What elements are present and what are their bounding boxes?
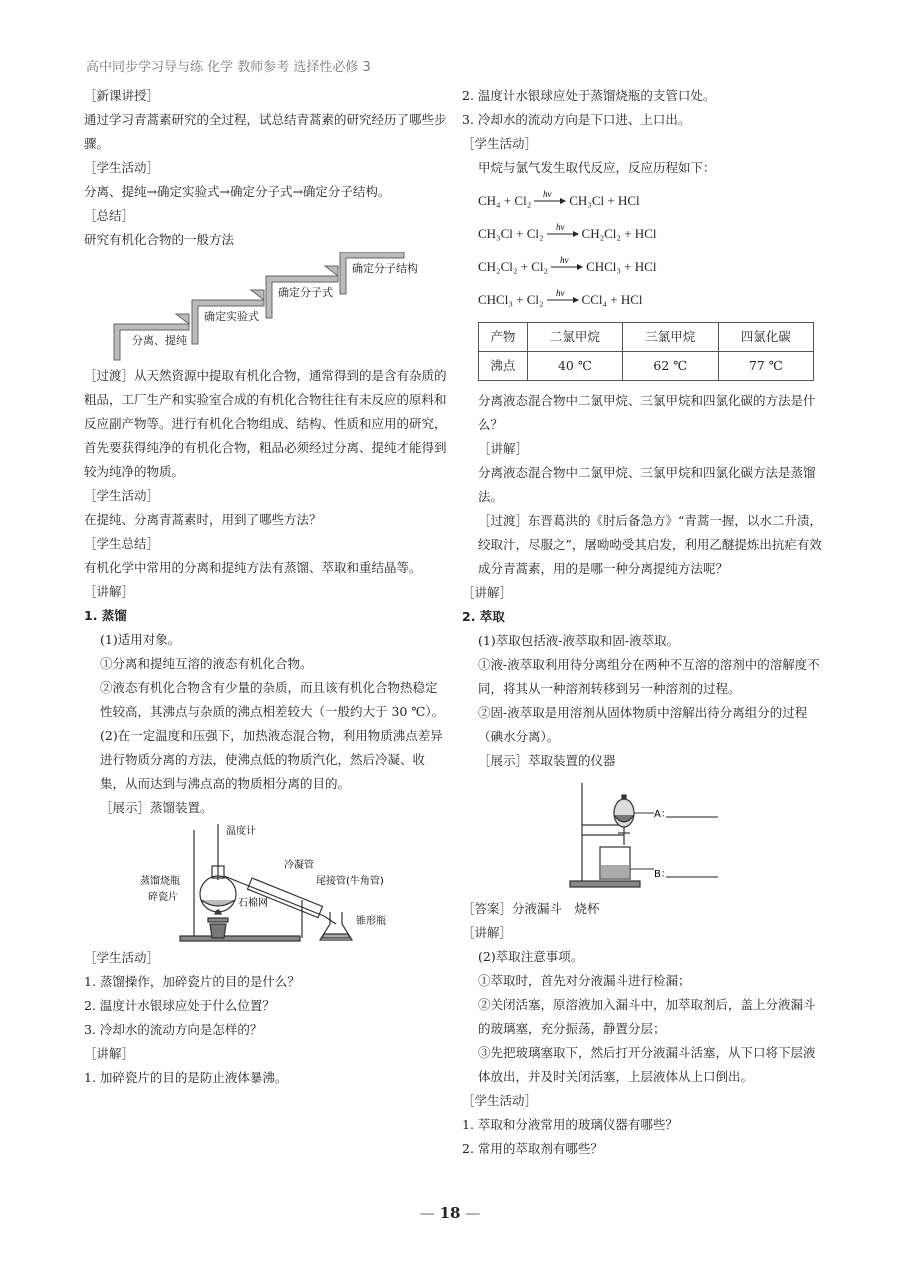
answer: 3. 冷却水的流动方向是下口进、上口出。: [462, 112, 691, 127]
paragraph: 研究有机化合物的一般方法: [84, 232, 235, 247]
answer: 分离液态混合物中二氯甲烷、三氯甲烷和四氯化碳方法是蒸馏法。: [478, 465, 816, 504]
equation: CH₃Cl + Cl₂ hν CH₂Cl₂ + HCl: [478, 221, 657, 241]
question: 3. 冷却水的流动方向是怎样的？: [84, 1022, 263, 1037]
paragraph: 在提纯、分离青蒿素时，用到了哪些方法？: [84, 512, 322, 527]
section-tag: ［新课讲授］: [84, 88, 160, 103]
right-column: [462, 84, 824, 1161]
stair-label: 确定分子结构: [352, 262, 418, 275]
section-tag: ［展示］蒸馏装置。: [100, 800, 213, 815]
left-column: [84, 84, 449, 1090]
paragraph: ［过渡］从天然资源中提取有机化合物，通常得到的是含有杂质的粗品，工厂生产和实验室合成的有机化合物往往有未反应的原料和反应副产物等。进行有机化合物组成、结构、性质和应用的研究，首先要获得纯净的有机化合物，粗品必须经过分离、提纯才能得到较为纯净的物质。: [84, 368, 447, 479]
stair-label: 确定分子式: [278, 286, 333, 299]
question: 2. 常用的萃取剂有哪些？: [462, 1141, 603, 1156]
apparatus-label: 冷凝管: [284, 860, 314, 871]
table-cell: 40 ℃: [527, 352, 622, 381]
paragraph: ①液-液萃取利用待分离组分在两种不互溶的溶剂中的溶解度不同，将其从一种溶剂转移到另一种溶剂的过程。: [478, 657, 820, 696]
distillation-apparatus-figure: [84, 820, 449, 946]
extraction-apparatus-figure: [462, 773, 824, 897]
equation: CH₂Cl₂ + Cl₂ hν CHCl₃ + HCl: [478, 254, 657, 274]
table-cell: 三氯甲烷: [623, 323, 718, 352]
svg-text:hν: hν: [555, 221, 565, 232]
apparatus-label: 尾接管(牛角管): [316, 876, 384, 887]
section-tag: ［展示］萃取装置的仪器: [478, 753, 616, 768]
section-tag: ［学生活动］: [84, 160, 160, 175]
apparatus-label: 温度计: [226, 826, 256, 837]
question: 1. 蒸馏操作，加碎瓷片的目的是什么？: [84, 974, 300, 989]
answer: 2. 温度计水银球应处于蒸馏烧瓶的支管口处。: [462, 88, 716, 103]
section-tag: ［讲解］: [84, 1046, 135, 1061]
table-cell: 77 ℃: [718, 352, 813, 381]
section-tag: ［讲解］: [462, 585, 513, 600]
page-number: — 18 —: [419, 1204, 481, 1222]
section-tag: ［学生总结］: [84, 536, 160, 551]
section-tag: ［讲解］: [84, 584, 135, 599]
section-tag: ［学生活动］: [462, 136, 538, 151]
method-stairs-diagram: [84, 252, 449, 364]
section-tag: ［学生活动］: [84, 488, 160, 503]
section-tag: ［学生活动］: [84, 950, 160, 965]
apparatus-label: 蒸馏烧瓶: [140, 876, 180, 887]
paragraph: 有机化学中常用的分离和提纯方法有蒸馏、萃取和重结晶等。: [84, 560, 422, 575]
equation: CH₄ + Cl₂ hν CH₃Cl + HCl: [478, 188, 640, 208]
table-row: [479, 352, 814, 381]
stair-label: 分离、提纯: [132, 334, 187, 347]
paragraph: ［过渡］东晋葛洪的《肘后备急方》“青蒿一握，以水二升渍，绞取汁，尽服之”，屠呦呦受其启发，利用乙醚提炼出抗疟有效成分青蒿素，用的是哪一种分离提纯方法呢？: [478, 513, 822, 576]
paragraph: 甲烷与氯气发生取代反应，反应历程如下：: [478, 160, 716, 175]
table-cell: 二氯甲烷: [527, 323, 622, 352]
paragraph: 分离、提纯→确定实验式→确定分子式→确定分子结构。: [84, 184, 391, 199]
equation: CHCl₃ + Cl₂ hν CCl₄ + HCl: [478, 287, 643, 307]
table-cell: 62 ℃: [623, 352, 718, 381]
reaction-equations: [462, 184, 824, 316]
table-row: [479, 323, 814, 352]
paragraph: (1)适用对象。: [100, 632, 181, 647]
svg-text:hν: hν: [543, 188, 552, 199]
paragraph: ①萃取时，首先对分液漏斗进行检漏；: [478, 973, 691, 988]
question: 1. 萃取和分液常用的玻璃仪器有哪些？: [462, 1117, 678, 1132]
paragraph: ②液态有机化合物含有少量的杂质，而且该有机化合物热稳定性较高，其沸点与杂质的沸点相差较大（一般约大于 30 ℃）。: [100, 680, 445, 719]
paragraph: ①分离和提纯互溶的液态有机化合物。: [100, 656, 313, 671]
paragraph: (1)萃取包括液-液萃取和固-液萃取。: [478, 633, 680, 648]
answer: ［答案］分液漏斗 烧杯: [462, 901, 600, 916]
svg-text:hν: hν: [555, 287, 565, 298]
blank-label-a: A：: [654, 809, 671, 820]
boiling-point-table: [478, 322, 814, 381]
paragraph: (2)萃取注意事项。: [478, 949, 584, 964]
svg-text:hν: hν: [560, 254, 569, 265]
paragraph: ②关闭活塞，原溶液加入漏斗中，加萃取剂后，盖上分液漏斗的玻璃塞，充分振荡，静置分层；: [478, 997, 816, 1036]
apparatus-label: 锥形瓶: [356, 916, 386, 927]
running-header: 高中同步学习导与练 化学 教师参考 选择性必修 3: [86, 60, 371, 75]
section-tag: ［讲解］: [462, 925, 513, 940]
subheading: 2. 萃取: [462, 609, 505, 624]
answer: 1. 加碎瓷片的目的是防止液体暴沸。: [84, 1070, 288, 1085]
question: 2. 温度计水银球应处于什么位置？: [84, 998, 275, 1013]
stair-label: 确定实验式: [204, 310, 259, 323]
table-cell: 沸点: [479, 352, 528, 381]
section-tag: ［总结］: [84, 208, 135, 223]
paragraph: ③先把玻璃塞取下，然后打开分液漏斗活塞，从下口将下层液体放出，并及时关闭活塞，上层液体从上口倒出。: [478, 1045, 816, 1084]
section-tag: ［讲解］: [478, 441, 529, 456]
question: 分离液态混合物中二氯甲烷、三氯甲烷和四氯化碳的方法是什么？: [478, 393, 816, 432]
paragraph: ②固-液萃取是用溶剂从固体物质中溶解出待分离组分的过程（碘水分离）。: [478, 705, 808, 744]
table-cell: 产物: [479, 323, 528, 352]
apparatus-label: 碎瓷片: [148, 892, 178, 903]
subheading: 1. 蒸馏: [84, 608, 127, 623]
blank-label-b: B：: [654, 869, 671, 880]
apparatus-label: 石棉网: [238, 898, 268, 909]
paragraph: 通过学习青蒿素研究的全过程，试总结青蒿素的研究经历了哪些步骤。: [84, 112, 447, 151]
paragraph: (2)在一定温度和压强下，加热液态混合物，利用物质沸点差异进行物质分离的方法，使沸点低的物质汽化，然后冷凝、收集，从而达到与沸点高的物质相分离的目的。: [100, 728, 443, 791]
table-cell: 四氯化碳: [718, 323, 813, 352]
section-tag: ［学生活动］: [462, 1093, 538, 1108]
